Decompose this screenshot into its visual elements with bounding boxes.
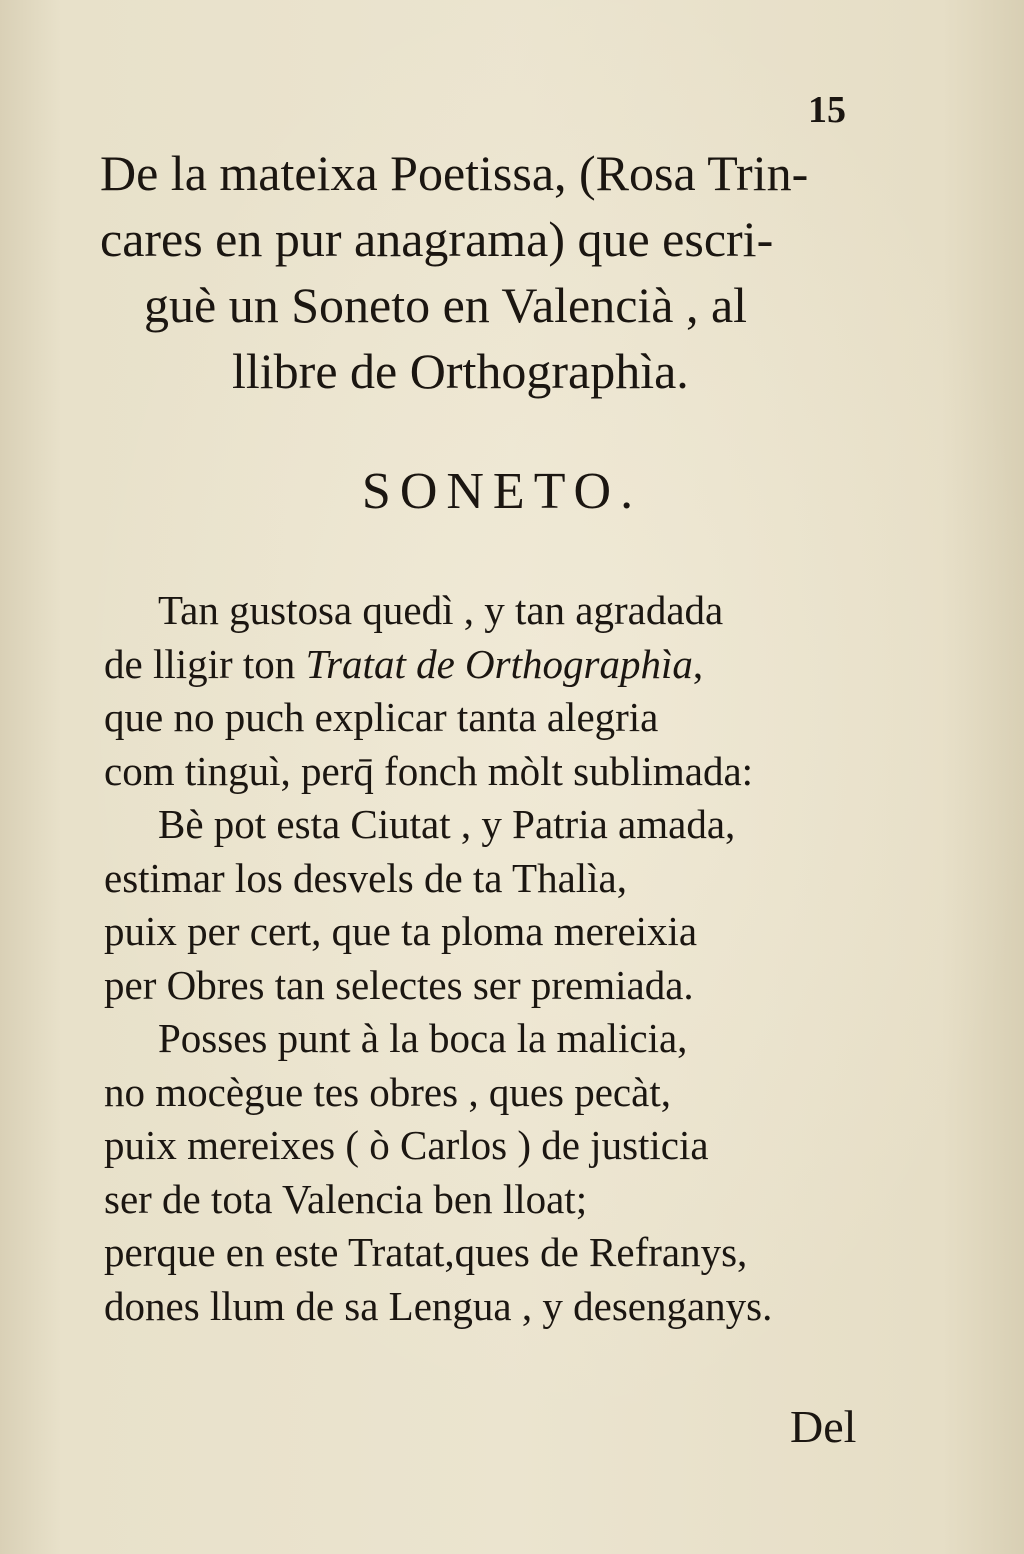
verse-line: que no puch explicar tanta alegria	[104, 694, 659, 740]
verse-line: com tinguì, perq̄ fonch mòlt sublimada:	[104, 747, 754, 794]
verse-line: Bè pot esta Ciutat , y Patria amada,	[158, 801, 736, 847]
sonnet-body	[104, 584, 904, 1333]
heading-line-1: De la mateixa Poetissa, (Rosa Trin-	[100, 145, 809, 201]
book-title-italic: Tratat de Orthographìa	[305, 640, 693, 687]
section-title: SONETO.	[361, 463, 643, 520]
verse-line: estimar los desvels de ta Thalìa,	[104, 854, 627, 901]
heading-line-4: llibre de Orthographìa.	[232, 343, 689, 399]
catchword: Del	[790, 1401, 857, 1452]
verse-punctuation: ,	[692, 640, 704, 687]
verse-line	[104, 638, 904, 692]
verse-line: puix mereixes ( ò Carlos ) de justicia	[104, 1122, 709, 1168]
verse-line: puix per cert, que ta ploma mereixia	[104, 908, 698, 954]
poem-heading	[100, 140, 900, 404]
verse-line: Tan gustosa quedì , y tan agradada	[158, 587, 724, 633]
verse-line: Posses punt à la boca la malicia,	[158, 1015, 688, 1061]
heading-line-3: guè un Soneto en Valencià , al	[144, 277, 748, 333]
verse-line: perque en este Tratat,ques de Refranys,	[104, 1229, 748, 1275]
verse-line: no mocègue tes obres , ques pecàt,	[104, 1068, 671, 1115]
verse-line: ser de tota Valencia ben lloat;	[104, 1175, 588, 1222]
verse-line: per Obres tan selectes ser premiada.	[104, 961, 694, 1008]
heading-line-2: cares en pur anagrama) que escri-	[100, 211, 774, 267]
verse-line: dones llum de sa Lengua , y desenganys.	[104, 1282, 773, 1329]
page-number: 15	[808, 89, 846, 131]
verse-text: de lligir ton	[104, 640, 306, 687]
